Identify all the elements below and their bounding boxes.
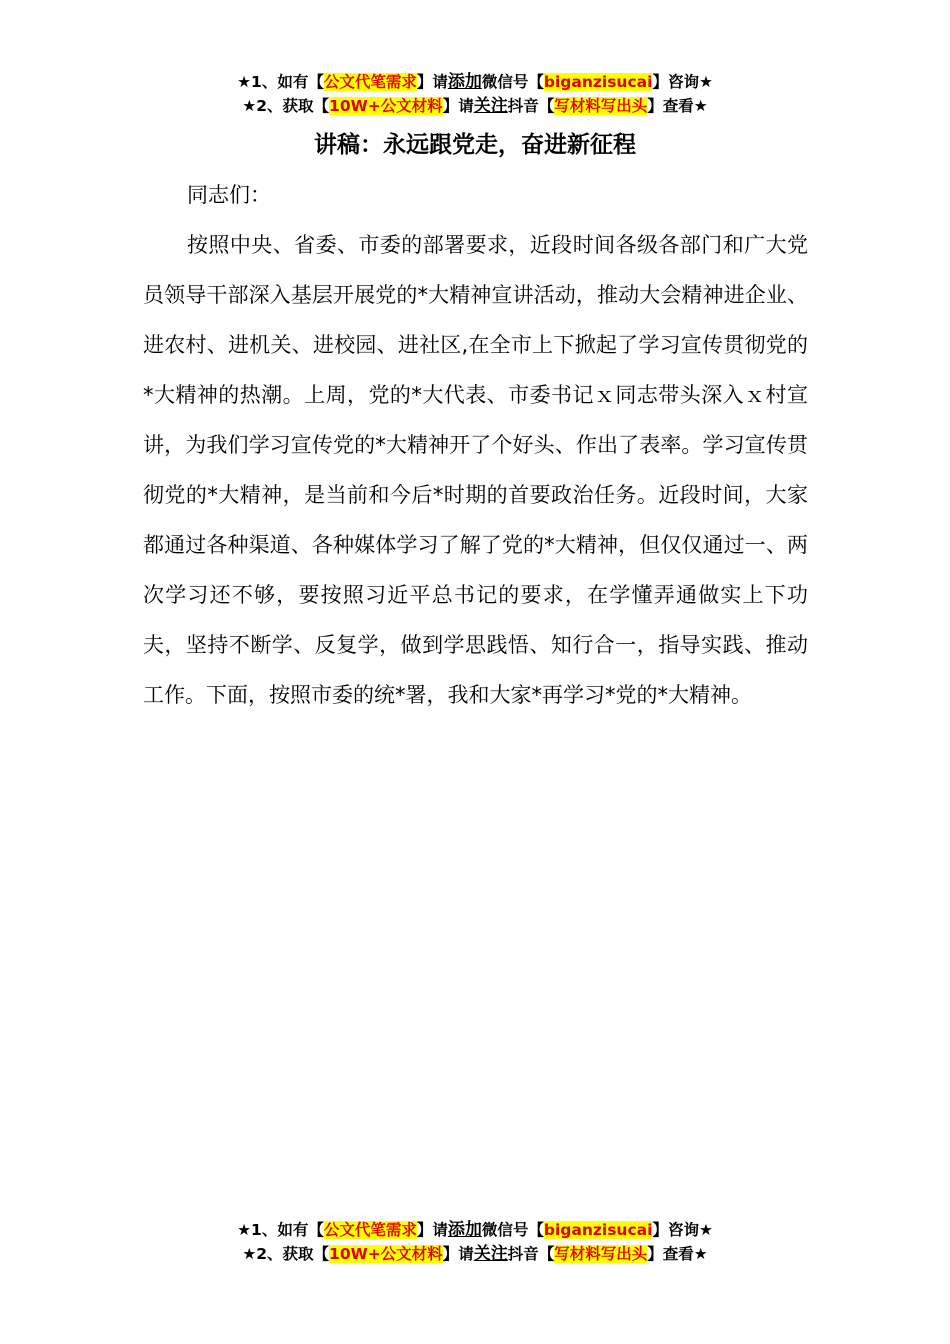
greeting: 同志们： <box>187 183 271 207</box>
promo-text: 微信号【 <box>481 1221 544 1239</box>
top-promo-banner <box>0 70 950 118</box>
promo-text: 抖音【 <box>507 1245 555 1263</box>
promo-underline: 添加 <box>447 1220 482 1240</box>
promo-text: 】咨询★ <box>652 73 713 91</box>
promo-text: 】查看★ <box>647 1245 708 1263</box>
promo-text: 】咨询★ <box>652 1221 713 1239</box>
promo-text: 微信号【 <box>481 73 544 91</box>
promo-text: 】请 <box>442 1245 474 1263</box>
promo-underline: 关注 <box>473 1244 508 1264</box>
promo-line-2 <box>0 94 950 118</box>
promo-highlight: 写材料写出头 <box>554 1245 648 1263</box>
bottom-promo-banner <box>0 1218 950 1266</box>
promo-underline: 关注 <box>473 96 508 116</box>
promo-text: 】请 <box>416 1221 448 1239</box>
promo-underline: 添加 <box>447 72 482 92</box>
promo-text: ★1、如有【 <box>237 73 324 91</box>
promo-highlight: 写材料写出头 <box>554 97 648 115</box>
document-title: 讲稿：永远跟党走，奋进新征程 <box>314 132 636 158</box>
promo-text: 抖音【 <box>507 97 555 115</box>
promo-text: ★2、获取【 <box>242 97 330 115</box>
promo-line-2 <box>0 1242 950 1266</box>
promo-text: 】请 <box>442 97 474 115</box>
promo-text: ★2、获取【 <box>242 1245 330 1263</box>
promo-line-1 <box>0 70 950 94</box>
body-paragraph: 按照中央、省委、市委的部署要求，近段时间各级各部门和广大党员领导干部深入基层开展党的*大精神宣讲活动，推动大会精神进企业、进农村、进机关、进校园、进社区,在全市上下掀起了学习宣传贯彻党的*大精神的热潮。上周，党的*大代表、市委书记ｘ同志带头深入ｘ村宣讲，为我们学习宣传党的*大精神开了个好头、作出了表率。学习宣传贯彻党的*大精神，是当前和今后*时期的首要政治任务。近段时间，大家都通过各种渠道、各种媒体学习了解了党的*大精神，但仅仅通过一、两次学习还不够，要按照习近平总书记的要求，在学懂弄通做实上下功夫，坚持不断学、反复学，做到学思践悟、知行合一，指导实践、推动工作。下面，按照市委的统*署，我和大家*再学习*党的*大精神。 <box>143 233 808 707</box>
promo-highlight: 公文代笔需求 <box>323 73 417 91</box>
promo-text: 】查看★ <box>647 97 708 115</box>
promo-text: 】请 <box>416 73 448 91</box>
promo-highlight: 公文代笔需求 <box>323 1221 417 1239</box>
promo-highlight: 10W+公文材料 <box>329 1245 443 1263</box>
promo-text: ★1、如有【 <box>237 1221 324 1239</box>
promo-highlight: 10W+公文材料 <box>329 97 443 115</box>
promo-highlight: biganzisucai <box>543 1221 653 1239</box>
promo-line-1 <box>0 1218 950 1242</box>
promo-highlight: biganzisucai <box>543 73 653 91</box>
